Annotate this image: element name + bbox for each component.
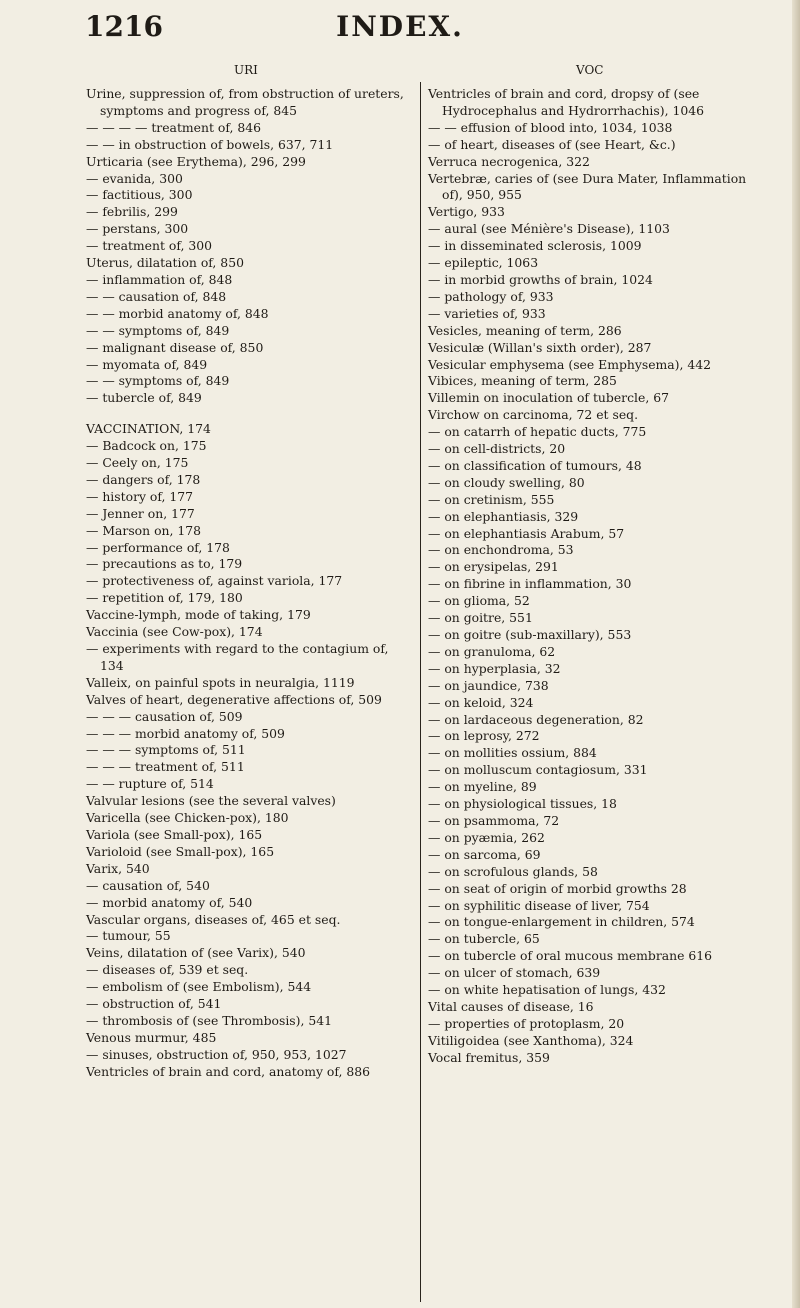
index-entry: Varicella (see Chicken-pox), 180: [86, 810, 289, 826]
index-entry: Vitiligoidea (see Xanthoma), 324: [428, 1032, 634, 1048]
index-entry: Urine, suppression of, from obstruction of ureters, symptoms and progress of, 845: [86, 86, 404, 118]
index-entry: — on tongue-enlargement in children, 574: [428, 914, 695, 930]
index-entry: — embolism of (see Embolism), 544: [86, 979, 312, 995]
index-entry: — on tubercle, 65: [428, 931, 540, 947]
index-entry: — performance of, 178: [86, 539, 230, 555]
index-entry: — thrombosis of (see Thrombosis), 541: [86, 1012, 333, 1028]
index-entry: — diseases of, 539 et seq.: [86, 962, 249, 978]
index-entry: Veins, dilatation of (see Varix), 540: [86, 945, 306, 961]
index-entry: Vesicular emphysema (see Emphysema), 442: [428, 356, 712, 372]
index-entry: — on erysipelas, 291: [428, 559, 559, 575]
column-divider: [420, 82, 421, 1302]
index-entry: — on mollities ossium, 884: [428, 745, 597, 761]
index-entry: — malignant disease of, 850: [86, 339, 264, 355]
index-entry: — in disseminated sclerosis, 1009: [428, 238, 642, 254]
index-entry: Vertebræ, caries of (see Dura Mater, Inflammation of), 950, 955: [428, 170, 747, 203]
index-entry: — — — symptoms of, 511: [86, 742, 246, 758]
index-entry: Ventricles of brain and cord, anatomy of, 886: [86, 1063, 371, 1079]
index-entry: — on fibrine in inflammation, 30: [428, 576, 632, 592]
index-entry: — in morbid growths of brain, 1024: [428, 271, 653, 287]
index-entry: — inflammation of, 848: [86, 271, 233, 287]
index-entry: — experiments with regard to the contagium of, 134: [86, 641, 389, 673]
page-number: 1216: [85, 10, 163, 43]
index-entry: — evanida, 300: [86, 170, 183, 186]
index-entry: — on cell-districts, 20: [428, 441, 566, 457]
index-entry: — on elephantiasis, 329: [428, 508, 579, 524]
index-entry: — on cloudy swelling, 80: [428, 474, 585, 490]
index-entry: Ventricles of brain and cord, dropsy of (see Hydrocephalus and Hydrorrhachis), 1046: [428, 86, 704, 118]
index-entry: — — symptoms of, 849: [86, 322, 230, 338]
index-entry: — — — treatment of, 511: [86, 759, 245, 775]
index-entry: — factitious, 300: [86, 187, 193, 203]
index-entry: — on goitre (sub-maxillary), 553: [428, 627, 632, 642]
index-entry: Verruca necrogenica, 322: [428, 153, 590, 169]
index-entry: Vital causes of disease, 16: [428, 998, 594, 1014]
index-entry: — — — causation of, 509: [86, 708, 243, 724]
index-entry: — on keloid, 324: [428, 694, 534, 710]
index-entry: Valleix, on painful spots in neuralgia, 1119: [86, 674, 355, 690]
index-entry: — on leprosy, 272: [428, 728, 540, 744]
index-entry: — on catarrh of hepatic ducts, 775: [428, 424, 647, 440]
index-entry: — tumour, 55: [86, 928, 171, 944]
index-entry: — on granuloma, 62: [428, 643, 556, 659]
index-entry: Vaccine-lymph, mode of taking, 179: [86, 607, 311, 623]
index-entry: — on sarcoma, 69: [428, 846, 541, 862]
page-title: INDEX.: [336, 10, 464, 43]
index-entry: — on myeline, 89: [428, 779, 537, 795]
index-entry: Vesiculæ (Willan's sixth order), 287: [428, 339, 652, 355]
index-entry: — properties of protoplasm, 20: [428, 1015, 625, 1031]
index-entry: — precautions as to, 179: [86, 556, 243, 572]
index-entry: — sinuses, obstruction of, 950, 953, 1027: [86, 1046, 347, 1062]
index-entry: Vibices, meaning of term, 285: [428, 373, 617, 389]
index-entry: — on classification of tumours, 48: [428, 457, 642, 473]
index-entry: — aural (see Ménière's Disease), 1103: [428, 221, 670, 237]
index-entry: — epileptic, 1063: [428, 255, 539, 271]
index-entry: — dangers of, 178: [86, 471, 201, 487]
index-entry: — on lardaceous degeneration, 82: [428, 711, 644, 727]
index-entry: — history of, 177: [86, 488, 194, 504]
index-column-left: [86, 86, 416, 1081]
index-entry: — on white hepatisation of lungs, 432: [428, 982, 666, 998]
index-entry: Vocal fremitus, 359: [428, 1049, 550, 1065]
index-entry: — — rupture of, 514: [86, 776, 214, 792]
index-entry: — — — morbid anatomy of, 509: [86, 725, 285, 741]
running-head-left: URI: [234, 63, 258, 77]
index-entry: — on cretinism, 555: [428, 491, 555, 507]
index-entry: — on physiological tissues, 18: [428, 796, 617, 812]
index-entry: — on syphilitic disease of liver, 754: [428, 897, 650, 913]
index-entry: — perstans, 300: [86, 221, 189, 237]
index-entry: — treatment of, 300: [86, 238, 213, 254]
index-entry: — Marson on, 178: [86, 522, 202, 538]
running-head-right: VOC: [576, 63, 604, 77]
index-entry: — of heart, diseases of (see Heart, &c.): [428, 136, 676, 152]
index-entry: — on pyæmia, 262: [428, 829, 545, 845]
index-entry: — Jenner on, 177: [86, 505, 195, 521]
index-entry: — causation of, 540: [86, 877, 210, 893]
index-entry: — on scrofulous glands, 58: [428, 863, 598, 879]
index-entry: Varix, 540: [86, 860, 150, 876]
index-entry: Venous murmur, 485: [86, 1029, 217, 1045]
index-entry: Vascular organs, diseases of, 465 et seq.: [86, 911, 341, 927]
index-entry: Urticaria (see Erythema), 296, 299: [86, 153, 306, 169]
index-entry: — protectiveness of, against variola, 177: [86, 573, 343, 589]
index-entry: — myomata of, 849: [86, 356, 208, 372]
index-entry: — on hyperplasia, 32: [428, 660, 561, 676]
index-entry: — Badcock on, 175: [86, 438, 207, 454]
index-entry: Villemin on inoculation of tubercle, 67: [428, 390, 669, 406]
index-entry: — — morbid anatomy of, 848: [86, 305, 269, 321]
index-entry: — Ceely on, 175: [86, 455, 189, 471]
index-entry: Valves of heart, degenerative affections of, 509: [86, 691, 382, 707]
index-column-right: [428, 86, 763, 1067]
index-entry: Vesicles, meaning of term, 286: [428, 322, 622, 338]
index-entry: — on molluscum contagiosum, 331: [428, 762, 648, 778]
index-entry: — febrilis, 299: [86, 204, 178, 220]
index-entry: — pathology of, 933: [428, 288, 554, 304]
index-entry: — — in obstruction of bowels, 637, 711: [86, 136, 334, 152]
index-entry: — obstruction of, 541: [86, 996, 222, 1012]
index-entry: — — symptoms of, 849: [86, 373, 230, 389]
index-entry: — varieties of, 933: [428, 305, 546, 321]
index-entry: — on jaundice, 738: [428, 677, 549, 693]
index-entry: — on glioma, 52: [428, 593, 530, 609]
index-entry: Virchow on carcinoma, 72 et seq.: [428, 407, 639, 423]
index-entry: — morbid anatomy of, 540: [86, 894, 253, 910]
index-entry: VACCINATION, 174: [86, 421, 211, 437]
index-entry: — — effusion of blood into, 1034, 1038: [428, 119, 673, 135]
index-entry: — on goitre, 551: [428, 610, 533, 626]
index-entry: — on seat of origin of morbid growths 28: [428, 880, 687, 896]
index-entry: Valvular lesions (see the several valves): [86, 793, 336, 809]
index-entry: Vaccinia (see Cow-pox), 174: [86, 624, 263, 640]
index-entry: — on enchondroma, 53: [428, 542, 574, 558]
index-entry: — on elephantiasis Arabum, 57: [428, 525, 625, 541]
index-entry: — tubercle of, 849: [86, 390, 202, 406]
page-edge: [792, 0, 800, 1308]
index-entry: — on tubercle of oral mucous membrane 616: [428, 948, 713, 964]
index-entry: Variola (see Small-pox), 165: [86, 826, 263, 842]
section-gap: [86, 407, 416, 421]
index-entry: — — causation of, 848: [86, 288, 227, 304]
index-entry: — — — — treatment of, 846: [86, 119, 262, 135]
index-entry: — on ulcer of stomach, 639: [428, 965, 601, 981]
index-entry: — repetition of, 179, 180: [86, 590, 243, 606]
index-entry: Vertigo, 933: [428, 204, 505, 220]
index-entry: Varioloid (see Small-pox), 165: [86, 843, 275, 859]
index-entry: — on psammoma, 72: [428, 812, 560, 828]
index-entry: Uterus, dilatation of, 850: [86, 255, 244, 271]
